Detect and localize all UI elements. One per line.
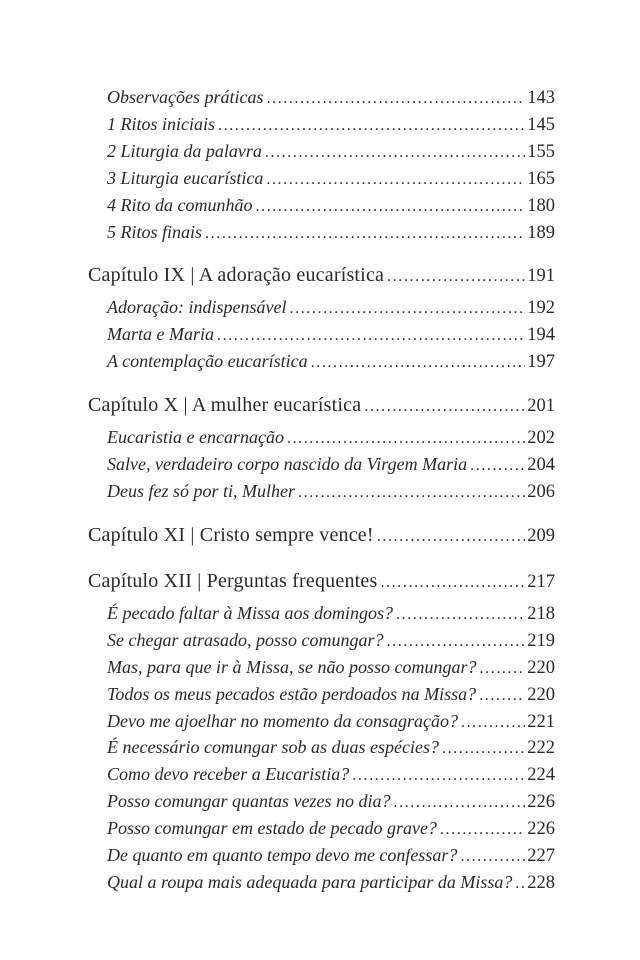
chapter-heading-row <box>88 260 555 292</box>
dot-leader <box>377 522 526 552</box>
entry-title: Salve, verdadeiro corpo nascido da Virgem Maria <box>107 454 468 475</box>
entry-title: Deus fez só por ti, Mulher <box>107 480 295 501</box>
toc-entry-row <box>88 735 555 762</box>
chapter-page-number: 217 <box>527 571 555 592</box>
chapter-title: Capítulo IX | A adoração eucarística <box>88 264 385 287</box>
toc-entry-row <box>88 112 555 139</box>
dot-leader <box>266 87 525 112</box>
toc-section <box>88 520 555 552</box>
entry-page-number: 145 <box>527 114 555 135</box>
chapter-title: Capítulo XI | Cristo sempre vence! <box>88 523 374 546</box>
dot-leader <box>352 764 525 789</box>
toc-entry-row <box>88 789 555 816</box>
entry-page-number: 226 <box>527 819 555 840</box>
toc-entry-row <box>88 425 555 452</box>
entry-page-number: 221 <box>527 711 555 732</box>
entry-page-number: 197 <box>527 352 555 373</box>
entry-page-number: 219 <box>527 630 555 651</box>
dot-leader <box>515 872 525 897</box>
entry-page-number: 218 <box>527 603 555 624</box>
toc-section <box>88 85 555 246</box>
entry-page-number: 192 <box>527 298 555 319</box>
toc-entry-row <box>88 655 555 682</box>
toc-entry-row <box>88 479 555 506</box>
toc-entry-row <box>88 601 555 628</box>
dot-leader <box>440 818 525 843</box>
dot-leader <box>266 168 525 193</box>
toc-entry-row <box>88 139 555 166</box>
dot-leader <box>387 262 525 292</box>
entry-title: Posso comungar em estado de pecado grave? <box>107 818 437 839</box>
entry-title: Marta e Maria <box>107 324 214 345</box>
entry-title: 4 Rito da comunhão <box>107 194 253 215</box>
entry-page-number: 143 <box>527 88 555 108</box>
entry-page-number: 226 <box>527 792 555 813</box>
toc-entry-row <box>88 762 555 789</box>
entry-page-number: 222 <box>527 738 555 759</box>
toc-entry-row <box>88 166 555 193</box>
entry-title: 5 Ritos finais <box>107 221 203 242</box>
entry-title: A contemplação eucarística <box>107 351 308 372</box>
entry-title: É pecado faltar à Missa aos domingos? <box>107 602 393 623</box>
entry-title: Qual a roupa mais adequada para participar da Missa? <box>107 871 513 892</box>
toc-section <box>88 390 555 506</box>
dot-leader <box>480 657 526 682</box>
toc-entry-row <box>88 682 555 709</box>
entry-title: 2 Liturgia da palavra <box>107 140 262 161</box>
entry-title: 1 Ritos iniciais <box>107 113 215 134</box>
entry-title: É necessário comungar sob as duas espécies? <box>107 737 439 758</box>
toc-entry-row <box>88 322 555 349</box>
entry-title: Posso comungar quantas vezes no dia? <box>107 791 391 812</box>
chapter-heading-row <box>88 390 555 422</box>
toc-entry-row <box>88 220 555 247</box>
chapter-title: Capítulo XII | Perguntas frequentes <box>88 569 378 592</box>
entry-title: Adoração: indispensável <box>107 297 287 318</box>
entry-page-number: 224 <box>527 765 555 786</box>
toc-entry-row <box>88 816 555 843</box>
entry-title: 3 Liturgia eucarística <box>107 167 264 188</box>
toc-entry-row <box>88 843 555 870</box>
entry-page-number: 228 <box>527 872 555 893</box>
entry-title: Observações práticas <box>107 87 264 107</box>
dot-leader <box>470 454 525 479</box>
entry-title: De quanto em quanto tempo devo me confessar? <box>107 845 458 866</box>
dot-leader <box>265 141 525 166</box>
dot-leader <box>298 481 525 506</box>
entry-page-number: 189 <box>527 222 555 243</box>
toc-entry-row <box>88 870 555 897</box>
chapter-heading-row <box>88 566 555 598</box>
entry-title: Todos os meus pecados estão perdoados na Missa? <box>107 683 477 704</box>
chapter-page-number: 191 <box>527 266 555 287</box>
entry-page-number: 204 <box>527 455 555 476</box>
dot-leader <box>387 630 526 655</box>
chapter-page-number: 209 <box>527 525 555 546</box>
entry-title: Se chegar atrasado, posso comungar? <box>107 629 384 650</box>
dot-leader <box>287 427 525 452</box>
toc-entry-row <box>88 295 555 322</box>
dot-leader <box>393 791 525 816</box>
dot-leader <box>218 114 525 139</box>
dot-leader <box>364 392 525 422</box>
chapter-title: Capítulo X | A mulher eucarística <box>88 394 362 417</box>
dot-leader <box>442 737 525 762</box>
dot-leader <box>205 222 525 247</box>
toc-entry-row <box>88 349 555 376</box>
entry-title: Como devo receber a Eucaristia? <box>107 764 350 785</box>
toc-entry-row <box>88 85 555 112</box>
toc-section <box>88 260 555 376</box>
entry-page-number: 206 <box>527 481 555 502</box>
toc-entry-row <box>88 709 555 736</box>
dot-leader <box>256 195 526 220</box>
dot-leader <box>311 351 526 376</box>
entry-title: Mas, para que ir à Missa, se não posso comungar? <box>107 656 477 677</box>
dot-leader <box>461 711 525 736</box>
dot-leader <box>460 845 525 870</box>
entry-page-number: 202 <box>527 428 555 449</box>
toc-entry-row <box>88 452 555 479</box>
entry-page-number: 155 <box>527 141 555 162</box>
chapter-page-number: 201 <box>527 396 555 417</box>
entry-page-number: 165 <box>527 168 555 189</box>
dot-leader <box>217 324 525 349</box>
dot-leader <box>396 603 525 628</box>
entry-page-number: 227 <box>527 846 555 867</box>
entry-page-number: 220 <box>527 684 555 705</box>
dot-leader <box>380 568 525 598</box>
entry-title: Eucaristia e encarnação <box>107 427 284 448</box>
chapter-heading-row <box>88 520 555 552</box>
entry-page-number: 180 <box>527 195 555 216</box>
toc-section <box>88 566 555 897</box>
entry-page-number: 194 <box>527 325 555 346</box>
entry-title: Devo me ajoelhar no momento da consagração? <box>107 710 458 731</box>
toc-entry-row <box>88 193 555 220</box>
entry-page-number: 220 <box>527 657 555 678</box>
toc-entry-row <box>88 628 555 655</box>
dot-leader <box>289 297 525 322</box>
dot-leader <box>479 684 525 709</box>
